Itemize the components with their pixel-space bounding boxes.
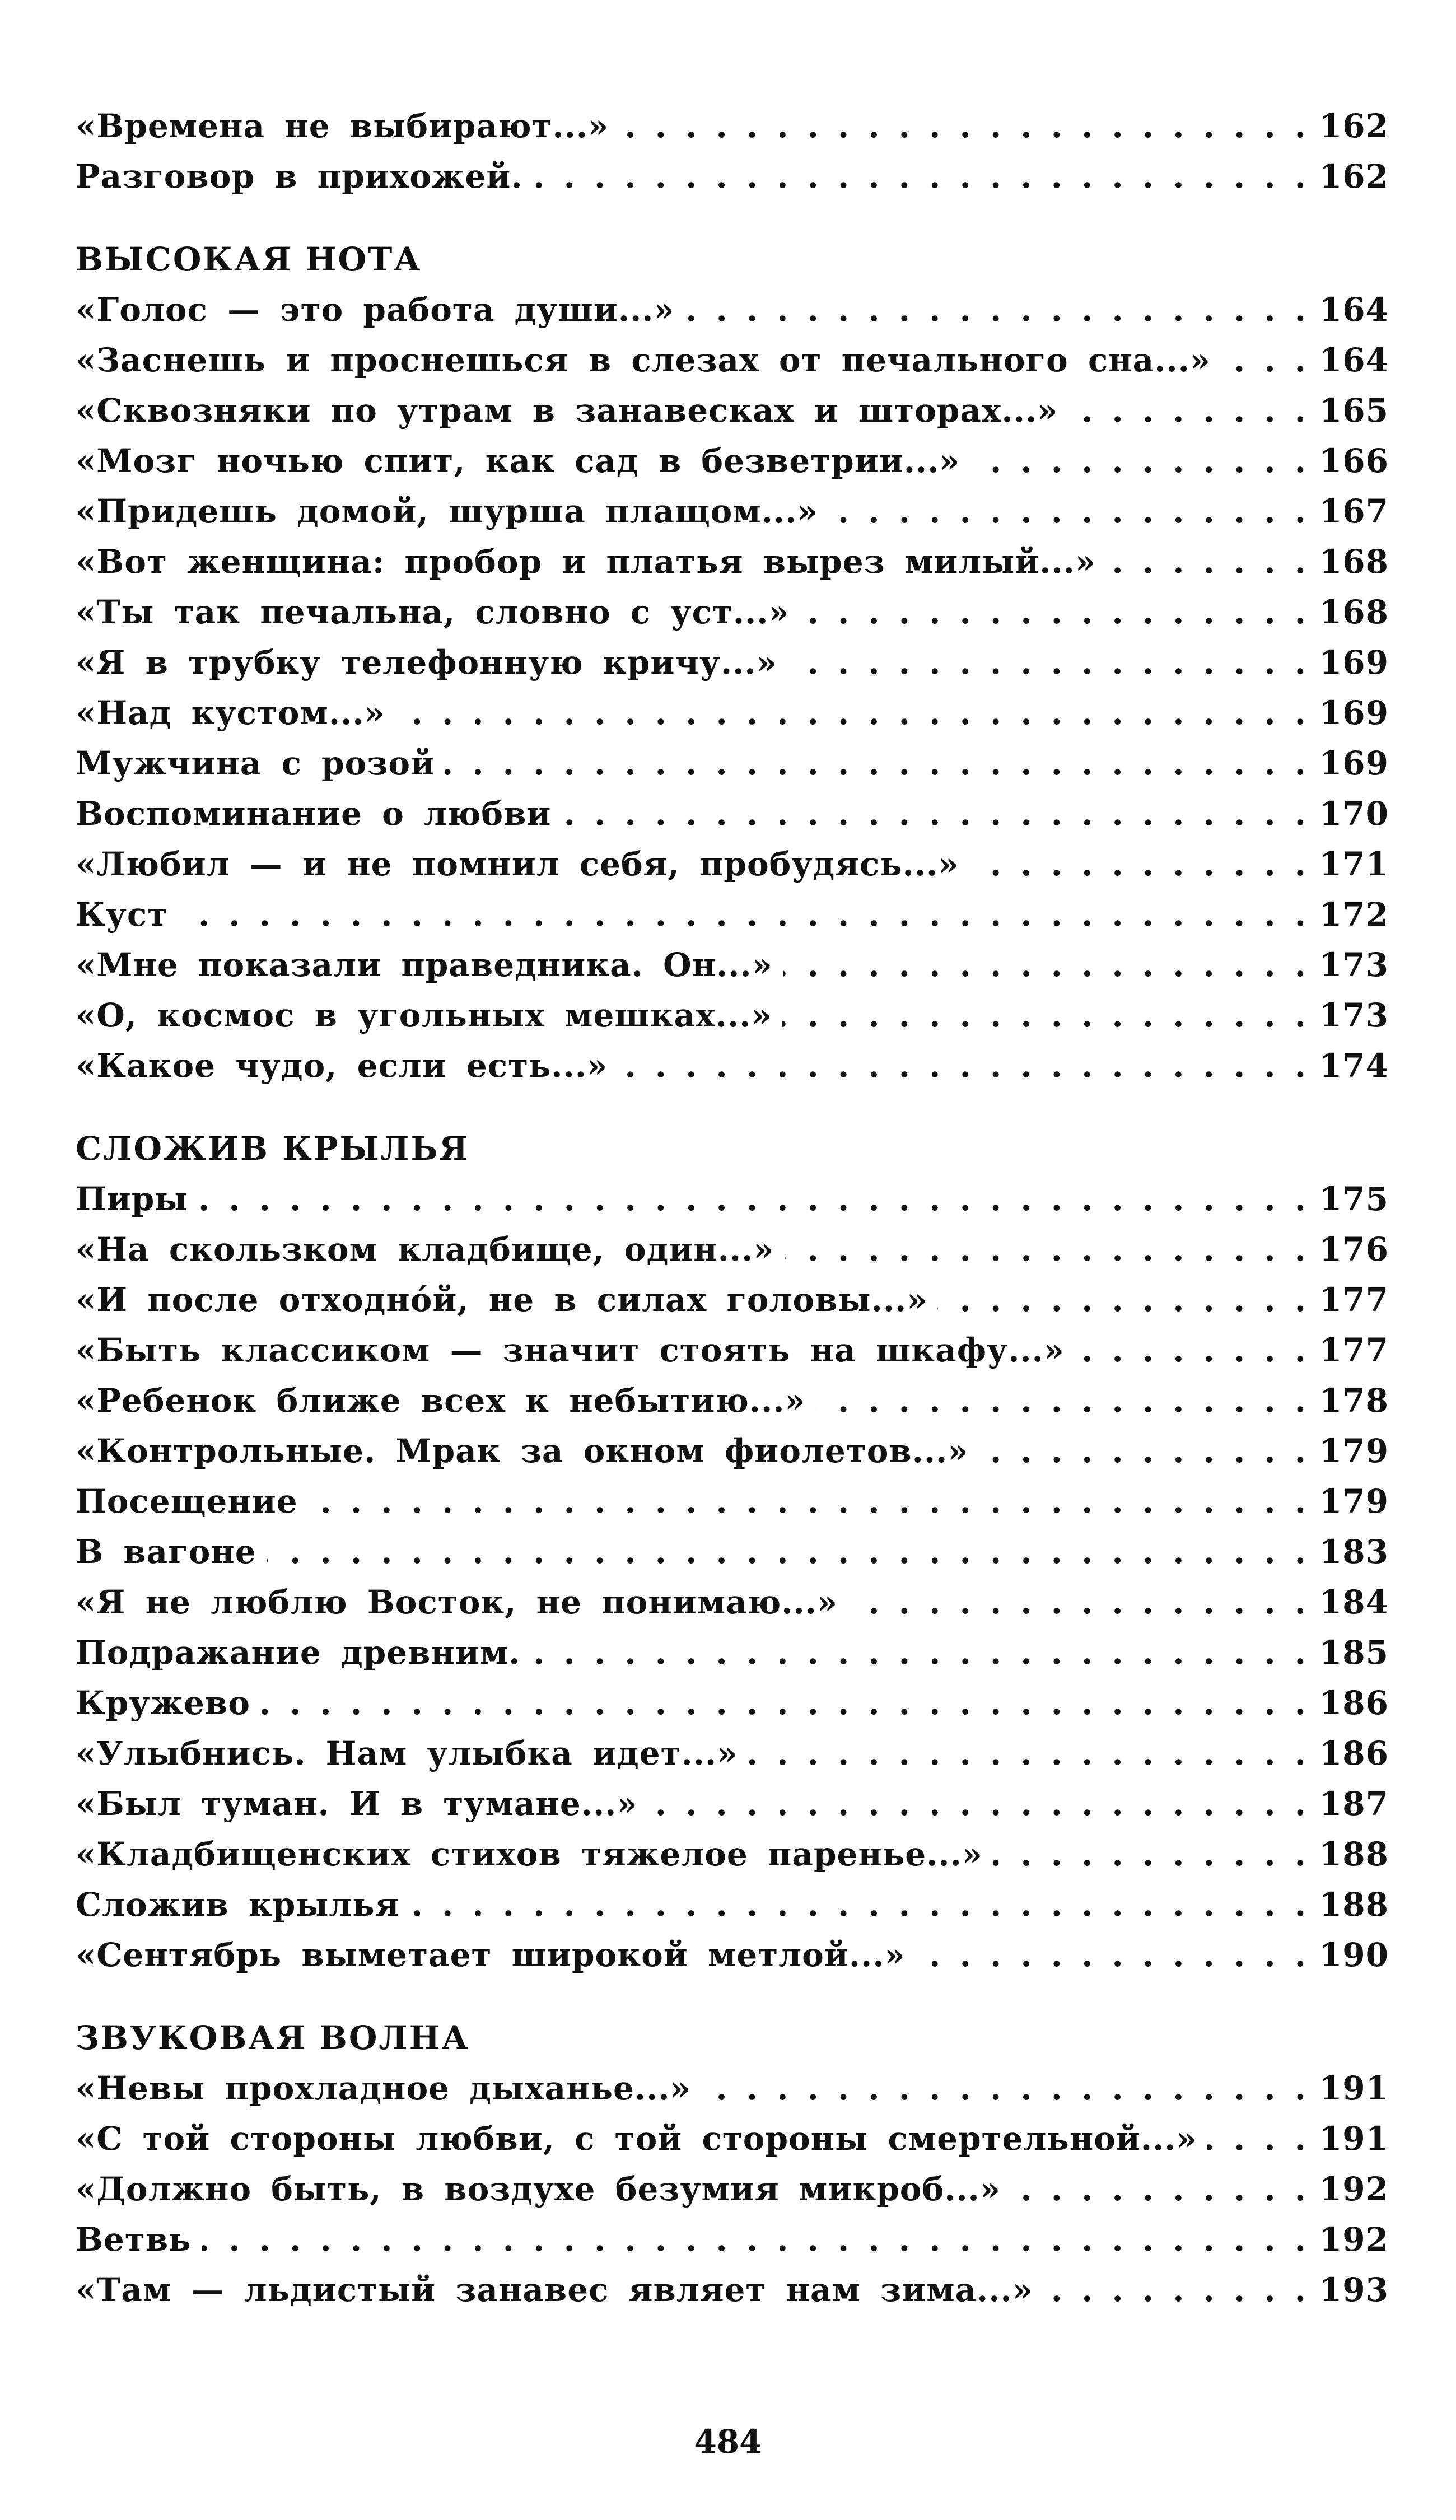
dot-leader — [308, 1476, 1306, 1527]
dot-leader — [848, 1577, 1306, 1627]
toc-entry — [76, 2214, 1389, 2265]
section-heading: ЗВУКОВАЯ ВОЛНА — [76, 2019, 470, 2057]
entry-title: «Должно быть, в воздухе безумия микроб...» — [76, 2170, 1001, 2208]
dot-leader — [178, 889, 1306, 940]
toc-entry — [76, 1879, 1389, 1930]
toc-entry — [76, 940, 1389, 990]
entry-title: «Какое чудо, если есть...» — [76, 1047, 608, 1085]
entry-page-number: 185 — [1319, 1634, 1389, 1672]
entry-title: Разговор в прихожей. — [76, 157, 523, 195]
dot-leader — [970, 436, 1306, 486]
entry-page-number: 173 — [1319, 946, 1389, 984]
entry-page-number: 187 — [1319, 1785, 1389, 1823]
entry-page-number: 168 — [1319, 543, 1389, 581]
entry-page-number: 179 — [1319, 1482, 1389, 1520]
entry-page-number: 166 — [1319, 442, 1389, 480]
toc-entry — [76, 889, 1389, 940]
entry-title: «Ребенок ближе всех к небытию...» — [76, 1382, 806, 1420]
entry-page-number: 164 — [1319, 291, 1389, 329]
toc-entry — [76, 1426, 1389, 1476]
table-of-contents — [76, 101, 1389, 2315]
entry-title: «Мозг ночью спит, как сад в безветрии...» — [76, 442, 960, 480]
entry-page-number: 192 — [1319, 2170, 1389, 2208]
entry-title: «Сквозняки по утрам в занавесках и шторах...» — [76, 391, 1058, 430]
toc-entry — [76, 2265, 1389, 2315]
dot-leader — [1221, 335, 1306, 385]
toc-entry — [76, 788, 1389, 839]
toc-entry — [76, 738, 1389, 788]
dot-leader — [533, 151, 1306, 202]
entry-page-number: 188 — [1319, 1886, 1389, 1924]
dot-leader — [783, 940, 1306, 990]
toc-entry — [76, 385, 1389, 436]
entry-title: «О, космос в угольных мешках...» — [76, 996, 772, 1034]
dot-leader — [410, 1879, 1306, 1930]
dot-leader — [748, 1728, 1306, 1779]
dot-leader — [1068, 385, 1306, 436]
entry-page-number: 169 — [1319, 694, 1389, 732]
dot-leader — [1207, 2113, 1306, 2164]
toc-section — [76, 2013, 1389, 2315]
entry-title: Подражание древним. — [76, 1634, 521, 1672]
entry-title: «Времена не выбирают...» — [76, 107, 609, 145]
entry-page-number: 176 — [1319, 1230, 1389, 1268]
toc-entry — [76, 151, 1389, 202]
entry-title: «Невы прохладное дыханье...» — [76, 2069, 691, 2107]
entry-title: Сложив крылья — [76, 1886, 400, 1924]
toc-entry — [76, 1779, 1389, 1829]
dot-leader — [916, 1930, 1306, 1980]
entry-page-number: 167 — [1319, 492, 1389, 530]
entry-page-number: 178 — [1319, 1382, 1389, 1420]
dot-leader — [782, 990, 1306, 1040]
toc-entry — [76, 587, 1389, 637]
entry-title: «Вот женщина: пробор и платья вырез милый...» — [76, 543, 1096, 581]
toc-entry — [76, 486, 1389, 536]
toc-entry — [76, 1678, 1389, 1728]
entry-title: «Был туман. И в тумане...» — [76, 1785, 638, 1823]
toc-section — [76, 234, 1389, 1091]
toc-entry — [76, 1174, 1389, 1224]
toc-entry — [76, 2113, 1389, 2164]
toc-entry — [76, 284, 1389, 335]
entry-title: Мужчина с розой — [76, 744, 436, 782]
page-number: 484 — [694, 2423, 762, 2461]
toc-entry — [76, 1527, 1389, 1577]
toc-entry — [76, 637, 1389, 688]
entry-page-number: 177 — [1319, 1331, 1389, 1369]
entry-title: В вагоне — [76, 1533, 256, 1571]
entry-title: «Контрольные. Мрак за окном фиолетов...» — [76, 1432, 969, 1470]
entry-page-number: 188 — [1319, 1835, 1389, 1873]
toc-entry — [76, 536, 1389, 587]
dot-leader — [969, 839, 1306, 889]
toc-entry — [76, 101, 1389, 151]
dot-leader — [619, 101, 1306, 151]
toc-entry — [76, 1325, 1389, 1375]
dot-leader — [979, 1426, 1306, 1476]
dot-leader — [701, 2063, 1306, 2113]
entry-page-number: 192 — [1319, 2220, 1389, 2258]
dot-leader — [816, 1375, 1306, 1426]
toc-entry — [76, 1476, 1389, 1527]
entry-page-number: 186 — [1319, 1734, 1389, 1772]
dot-leader — [530, 1627, 1306, 1678]
entry-page-number: 171 — [1319, 845, 1389, 883]
toc-entry — [76, 1627, 1389, 1678]
entry-title: «Над кустом...» — [76, 694, 385, 732]
entry-page-number: 175 — [1319, 1180, 1389, 1218]
toc-entry — [76, 990, 1389, 1040]
dot-leader — [685, 284, 1306, 335]
toc-entry — [76, 436, 1389, 486]
toc-entry — [76, 1040, 1389, 1091]
entry-page-number: 169 — [1319, 643, 1389, 682]
entry-page-number: 193 — [1319, 2271, 1389, 2309]
entry-title: Воспоминание о любви — [76, 795, 552, 833]
toc-entry — [76, 1275, 1389, 1325]
toc-section — [76, 101, 1389, 202]
toc-entry — [76, 688, 1389, 738]
dot-leader — [1106, 536, 1306, 587]
entry-page-number: 168 — [1319, 593, 1389, 631]
dot-leader — [648, 1779, 1306, 1829]
entry-page-number: 191 — [1319, 2069, 1389, 2107]
entry-page-number: 162 — [1319, 107, 1389, 145]
toc-entry — [76, 335, 1389, 385]
entry-page-number: 177 — [1319, 1281, 1389, 1319]
section-heading: СЛОЖИВ КРЫЛЬЯ — [76, 1130, 470, 1168]
dot-leader — [202, 2214, 1306, 2265]
dot-leader — [260, 1678, 1306, 1728]
entry-page-number: 184 — [1319, 1583, 1389, 1621]
dot-leader — [1043, 2265, 1306, 2315]
entry-title: «Любил — и не помнил себя, пробудясь...» — [76, 845, 959, 883]
entry-page-number: 169 — [1319, 744, 1389, 782]
dot-leader — [445, 738, 1306, 788]
entry-title: «Я не люблю Восток, не понимаю...» — [76, 1583, 838, 1621]
entry-title: «Улыбнись. Нам улыбка идет...» — [76, 1734, 738, 1772]
entry-title: Кружево — [76, 1684, 250, 1722]
entry-title: «Заснешь и проснешься в слезах от печального сна...» — [76, 341, 1211, 379]
entry-page-number: 173 — [1319, 996, 1389, 1034]
entry-page-number: 170 — [1319, 795, 1389, 833]
entry-page-number: 164 — [1319, 341, 1389, 379]
toc-entry — [76, 1728, 1389, 1779]
entry-title: «Мне показали праведника. Он...» — [76, 946, 773, 984]
toc-section — [76, 1123, 1389, 1980]
entry-title: «Ты так печальна, словно с уст...» — [76, 593, 790, 631]
entry-title: «Сентябрь выметает широкой метлой...» — [76, 1936, 906, 1974]
dot-leader — [993, 1829, 1306, 1879]
section-heading: ВЫСОКАЯ НОТА — [76, 240, 422, 278]
entry-page-number: 172 — [1319, 895, 1389, 934]
entry-title: Куст — [76, 895, 169, 934]
entry-title: «Там — льдистый занавес являет нам зима...» — [76, 2271, 1033, 2309]
dot-leader — [800, 587, 1306, 637]
entry-page-number: 191 — [1319, 2120, 1389, 2158]
entry-title: «Придешь домой, шурша плащом...» — [76, 492, 818, 530]
toc-entry — [76, 1829, 1389, 1879]
toc-entry — [76, 839, 1389, 889]
toc-entry — [76, 1577, 1389, 1627]
dot-leader — [561, 788, 1306, 839]
entry-title: Пиры — [76, 1180, 188, 1218]
entry-page-number: 174 — [1319, 1047, 1389, 1085]
entry-title: «И после отходно́й, не в силах головы...» — [76, 1281, 928, 1319]
toc-entry — [76, 1224, 1389, 1275]
entry-title: Ветвь — [76, 2220, 192, 2258]
toc-entry — [76, 1930, 1389, 1980]
entry-title: Посещение — [76, 1482, 298, 1520]
dot-leader — [395, 688, 1306, 738]
dot-leader — [267, 1527, 1306, 1577]
entry-page-number: 190 — [1319, 1936, 1389, 1974]
entry-title: «С той стороны любви, с той стороны смертельной...» — [76, 2120, 1197, 2158]
dot-leader — [937, 1275, 1306, 1325]
dot-leader — [198, 1174, 1306, 1224]
entry-page-number: 186 — [1319, 1684, 1389, 1722]
entry-page-number: 179 — [1319, 1432, 1389, 1470]
entry-page-number: 183 — [1319, 1533, 1389, 1571]
dot-leader — [787, 637, 1306, 688]
dot-leader — [1011, 2164, 1306, 2214]
toc-entry — [76, 2164, 1389, 2214]
toc-entry — [76, 1375, 1389, 1426]
entry-page-number: 165 — [1319, 391, 1389, 430]
dot-leader — [618, 1040, 1306, 1091]
entry-page-number: 162 — [1319, 157, 1389, 195]
toc-entry — [76, 2063, 1389, 2113]
dot-leader — [1075, 1325, 1306, 1375]
entry-title: «Я в трубку телефонную кричу...» — [76, 643, 777, 682]
entry-title: «Голос — это работа души...» — [76, 291, 675, 329]
entry-title: «Быть классиком — значит стоять на шкафу...» — [76, 1331, 1065, 1369]
entry-title: «На скользком кладбище, один...» — [76, 1230, 774, 1268]
dot-leader — [785, 1224, 1306, 1275]
dot-leader — [828, 486, 1306, 536]
entry-title: «Кладбищенских стихов тяжелое паренье...» — [76, 1835, 983, 1873]
